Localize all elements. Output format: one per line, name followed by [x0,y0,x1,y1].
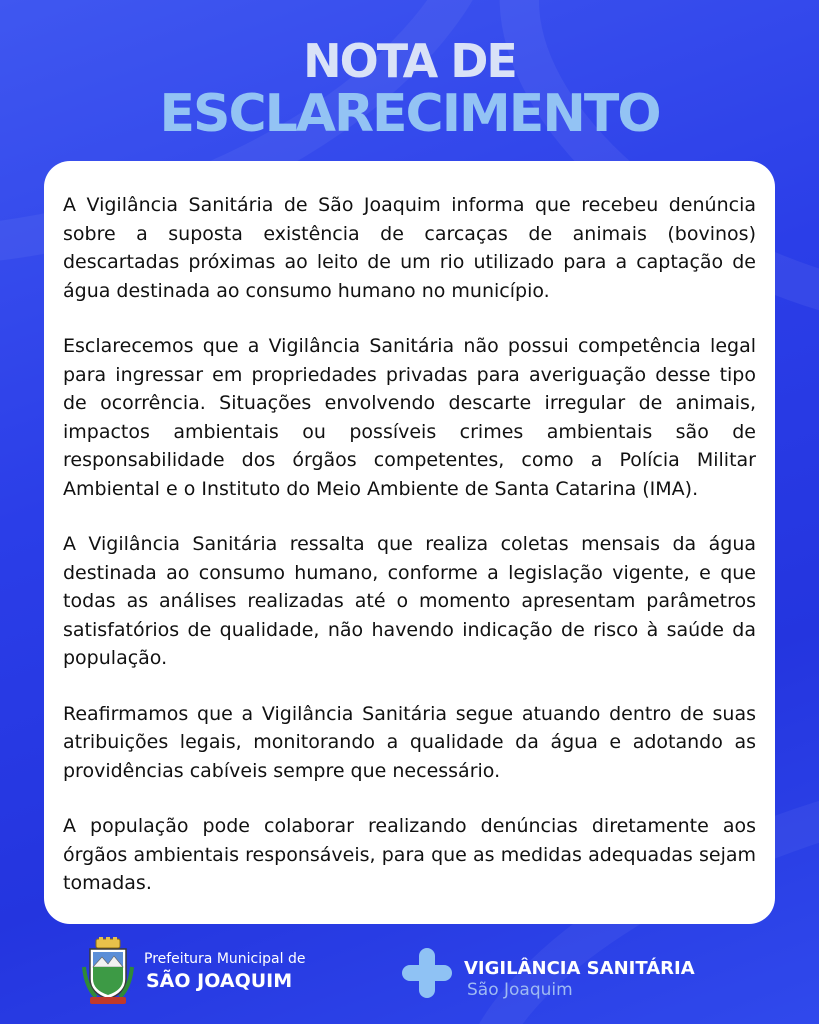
paragraph: Reafirmamos que a Vigilância Sanitária segue atuando dentro de suas atribuições legais, monitorando a qualidade da água e adotando as providências cabíveis sempre que necessário. [63,702,756,782]
paragraph: A Vigilância Sanitária ressalta que realiza coletas mensais da água destinada ao consumo humano, conforme a legislação vigente, e que todas as análises realizadas até o momento apresentam parâmetros satisfatórios de qualidade, não havendo indicação de risco à saúde da população. [63,533,756,669]
vigilancia-logo [400,940,720,1004]
title-line-1: NOTA DE [303,34,516,88]
paragraph: A Vigilância Sanitária de São Joaquim informa que recebeu denúncia sobre a suposta existência de carcaças de animais (bovinos) descartadas próximas ao leito de um rio utilizado para a captação de água destinada ao consumo humano no município. [63,194,756,302]
paragraph: Esclarecemos que a Vigilância Sanitária não possui competência legal para ingressar em propriedades privadas para averiguação desse tipo de ocorrência. Situações envolvendo descarte irregular de animais, impactos ambientais ou possíveis crimes ambientais são de responsabilidade dos órgãos competentes, como a Polícia Militar Ambiental e o Instituto do Meio Ambiente de Santa Catarina (IMA). [63,335,756,500]
paragraph: A população pode colaborar realizando denúncias diretamente aos órgãos ambientais responsáveis, para que as medidas adequadas sejam tomadas. [63,815,756,894]
vigilancia-name: VIGILÂNCIA SANITÁRIA [464,958,695,979]
vigilancia-city: São Joaquim [467,980,573,1000]
prefeitura-logo [82,937,322,1005]
title-line-2: ESCLARECIMENTO [159,84,660,144]
prefeitura-subtitle: Prefeitura Municipal de [144,951,306,967]
municipal-crest-icon [82,937,134,1005]
prefeitura-name: SÃO JOAQUIM [146,970,293,992]
notice-card [44,161,775,924]
health-plus-icon [400,946,454,1000]
